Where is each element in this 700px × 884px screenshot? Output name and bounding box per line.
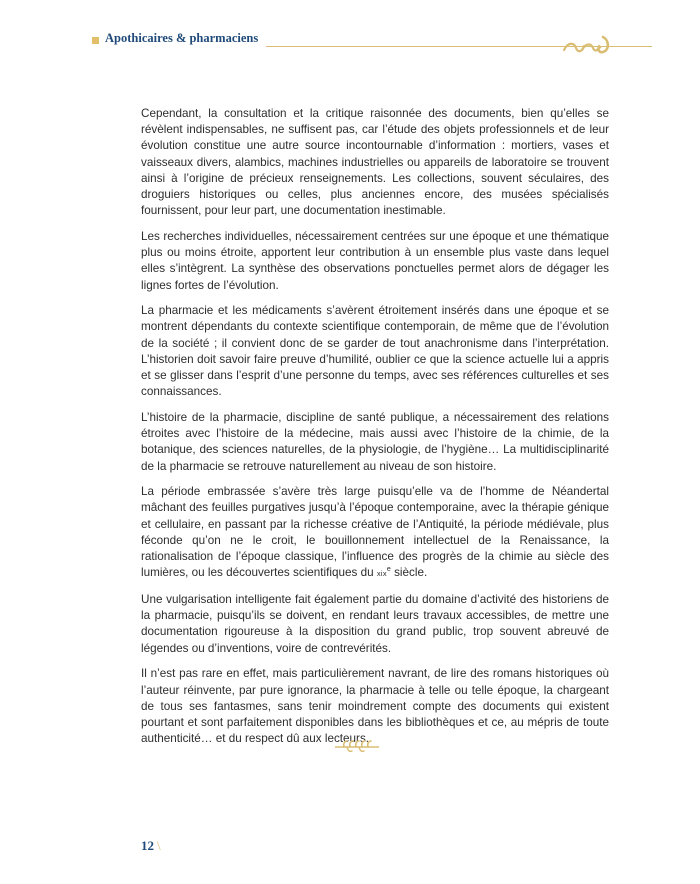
page-number-separator: \ [157,838,161,853]
paragraph: Il n’est pas rare en effet, mais particulièrement navrant, de lire des romans historiques où l’auteur réinvente, par pure ignorance, la pharmacie à telle ou telle époque, la chargeant de tous ses fantasmes, sans tenir moindrement compte des documents qui existent pourtant et sont parfaitement disponibles dans les bibliothèques et ce, au mépris de toute authenticité… et du respect dû aux lecteurs. [141,667,609,746]
page-number [141,838,161,854]
century-numeral: xix [376,569,387,579]
paragraph-text: La période embrassée s’avère très large puisqu’elle va de l’homme de Néandertal mâchant des feuilles purgatives jusqu’à l’époque contemporaine, avec la thérapie génique et cellulaire, en passant par la richesse créative de l’Antiquité, la période médiévale, plus féconde qu’on ne le croit, le bouillonnement intellectuel de la Renaissance, la rationalisation de l’époque classique, l’influence des progrès de la chimie au siècle des lumières, ou les découvertes scientifiques du [141,485,609,580]
paragraph: Les recherches individuelles, nécessairement centrées sur une époque et une thématique plus ou moins étroite, apportent leur contribution à un ensemble plus vaste dans lequel elles s’intègrent. La synthèse des observations ponctuelles permet alors de dégager les lignes fortes de l’évolution. [141,229,609,292]
page-number-value: 12 [141,838,154,853]
century-superscript: e [386,566,391,574]
laurel-ornament-icon [334,738,380,754]
body-text [141,106,609,757]
swirl-ornament-icon [562,32,614,56]
paragraph: Une vulgarisation intelligente fait également partie du domaine d’activité des historiens de la pharmacie, puisqu’ils se doivent, en rendant leurs travaux accessibles, de mettre une documentation rigoureuse à la disposition du grand public, trop souvent abreuvé de légendes ou d’inventions, voire de contrevérités. [141,592,609,655]
square-bullet-icon [92,37,99,44]
paragraph: La pharmacie et les médicaments s’avèrent étroitement insérés dans une époque et se montrent dépendants du contexte scientifique contemporain, de même que de l’évolution de la société ; il convient donc de se garder de tout anachronisme dans l’interprétation. L’historien doit savoir faire preuve d’humilité, oublier ce que la science actuelle lui a appris et se glisser dans l’esprit d’une personne du temps, avec ses références culturelles et ses connaissances. [141,304,609,399]
paragraph-text-end: siècle. [394,566,428,580]
paragraph [141,484,609,582]
paragraph: L’histoire de la pharmacie, discipline de santé publique, a nécessairement des relations étroites avec l’histoire de la médecine, mais aussi avec l’histoire de la chimie, de la botanique, des sciences naturelles, de la physiologie, de l’hygiène… La multidisciplinarité de la pharmacie se retrouve naturellement au niveau de son histoire. [141,410,609,473]
running-header [92,30,612,54]
running-header-title: Apothicaires & pharmaciens [105,31,259,45]
paragraph: Cependant, la consultation et la critique raisonnée des documents, bien qu’elles se révèlent indispensables, ne suffisent pas, car l’étude des objets professionnels et de leur évolution constitue une autre source incontournable d’information : mortiers, vases et vaisseaux divers, alambics, machines industrielles ou appareils de laboratoire se trouvent ainsi à l’origine de précieux renseignements. Les collections, souvent séculaires, des droguiers historiques ou celles, plus anciennes encore, des musées spécialisés fournissent, pour leur part, une documentation inestimable. [141,107,609,218]
